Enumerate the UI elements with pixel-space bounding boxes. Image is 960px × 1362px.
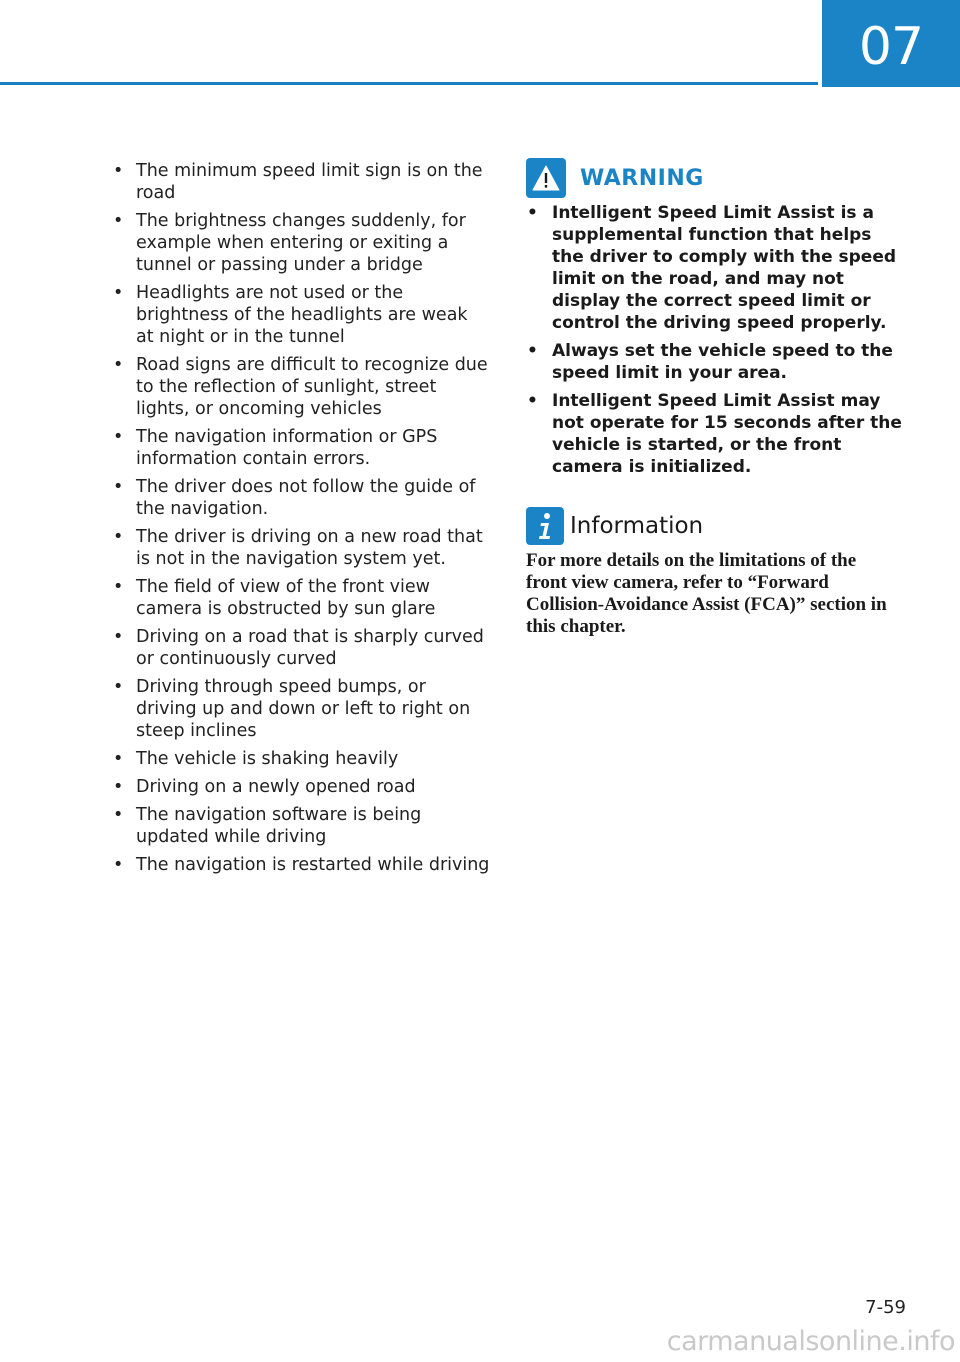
header-rule <box>0 82 818 85</box>
list-item <box>112 748 490 770</box>
list-item <box>112 210 490 276</box>
list-item-text: Driving on a road that is sharply curved or continuously curved <box>136 627 484 669</box>
information-text: For more details on the limitations of the front view camera, refer to “Forward Collision-Avoidance Assist (FCA)” section in this chapter. <box>526 550 887 637</box>
info-icon <box>526 507 564 545</box>
list-item-text: The navigation is restarted while driving <box>136 855 490 875</box>
list-item-text: The field of view of the front view camera is obstructed by sun glare <box>136 577 436 619</box>
list-item-text: Driving on a newly opened road <box>136 777 416 797</box>
list-item-text: Intelligent Speed Limit Assist is a supplemental function that helps the driver to comply with the speed limit on the road, and may not display the correct speed limit or control the driving speed properly. <box>552 203 897 333</box>
list-item <box>112 282 490 348</box>
bullet-marker: • <box>113 427 124 447</box>
bullet-marker: • <box>113 855 124 875</box>
information-title: Information <box>570 513 704 539</box>
list-item-text: The driver does not follow the guide of the navigation. <box>136 477 476 519</box>
list-item <box>526 340 906 384</box>
chapter-number: 07 <box>858 16 924 77</box>
bullet-marker: • <box>113 161 124 181</box>
bullet-marker: • <box>113 749 124 769</box>
conditions-list <box>112 160 490 876</box>
list-item-text: The minimum speed limit sign is on the road <box>136 161 483 203</box>
conditions-column <box>112 160 490 882</box>
list-item <box>526 202 906 334</box>
list-item-text: The driver is driving on a new road that is not in the navigation system yet. <box>136 527 483 569</box>
information-header <box>526 506 906 546</box>
page-number: 7-59 <box>865 1297 906 1318</box>
bullet-marker: • <box>113 805 124 825</box>
list-item-text: Always set the vehicle speed to the speed limit in your area. <box>552 341 893 383</box>
list-item <box>112 676 490 742</box>
bullet-marker: • <box>113 577 124 597</box>
warning-title: WARNING <box>580 165 704 191</box>
notes-column <box>526 158 906 638</box>
bullet-marker: • <box>113 283 124 303</box>
bullet-marker: • <box>527 391 538 411</box>
list-item-text: The navigation information or GPS information contain errors. <box>136 427 438 469</box>
list-item <box>526 390 906 478</box>
bullet-marker: • <box>113 677 124 697</box>
list-item-text: Road signs are difficult to recognize due to the reflection of sunlight, street lights, or oncoming vehicles <box>136 355 488 419</box>
list-item <box>112 160 490 204</box>
list-item <box>112 626 490 670</box>
list-item <box>112 526 490 570</box>
bullet-marker: • <box>113 211 124 231</box>
warning-list <box>526 202 906 478</box>
list-item-text: Driving through speed bumps, or driving up and down or left to right on steep inclines <box>136 677 471 741</box>
list-item-text: The navigation software is being updated while driving <box>136 805 422 847</box>
list-item <box>112 476 490 520</box>
warning-header <box>526 158 906 198</box>
list-item-text: The brightness changes suddenly, for example when entering or exiting a tunnel or passing under a bridge <box>136 211 466 275</box>
chapter-tab <box>822 0 960 87</box>
bullet-marker: • <box>113 527 124 547</box>
list-item <box>112 426 490 470</box>
bullet-marker: • <box>113 477 124 497</box>
list-item <box>112 354 490 420</box>
bullet-marker: • <box>527 203 538 223</box>
list-item-text: Intelligent Speed Limit Assist may not operate for 15 seconds after the vehicle is started, or the front camera is initialized. <box>552 391 902 477</box>
bullet-marker: • <box>527 341 538 361</box>
list-item <box>112 804 490 848</box>
bullet-marker: • <box>113 777 124 797</box>
list-item-text: Headlights are not used or the brightness of the headlights are weak at night or in the tunnel <box>136 283 468 347</box>
bullet-marker: • <box>113 627 124 647</box>
list-item <box>112 576 490 620</box>
warning-triangle-icon <box>526 158 566 198</box>
bullet-marker: • <box>113 355 124 375</box>
list-item <box>112 776 490 798</box>
list-item <box>112 854 490 876</box>
watermark: carmanualsonline.info <box>666 1326 955 1357</box>
list-item-text: The vehicle is shaking heavily <box>136 749 399 769</box>
